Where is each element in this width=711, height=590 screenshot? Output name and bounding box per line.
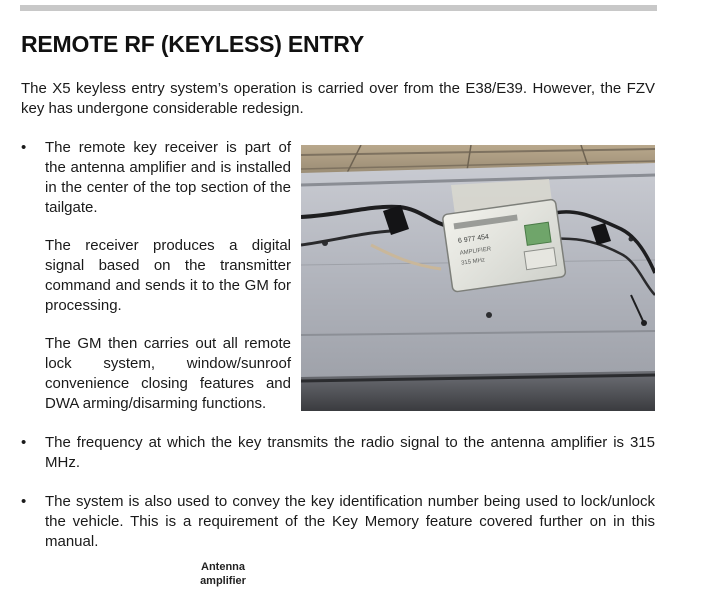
bullet-paragraph: The system is also used to convey the key identification number being used to lock/unlock the vehicle. This is a requirement of the Key Memory feature covered further on in this manual.: [45, 493, 655, 550]
bullet-text: [45, 138, 291, 414]
header-rule: [20, 5, 657, 11]
bullet-paragraph: The remote key receiver is part of the antenna amplifier and is installed in the center of the top section of the tailgate.: [45, 139, 291, 216]
bullet-marker: •: [21, 493, 27, 510]
bullet-paragraph: The frequency at which the key transmits the radio signal to the antenna amplifier is 315 MHz.: [45, 434, 655, 471]
module-part-number: 6 977 454: [457, 233, 490, 245]
module-label: AMPLIFIER: [459, 246, 492, 257]
bullet-paragraph: The receiver produces a digital signal based on the transmitter command and sends it to the GM for processing.: [45, 237, 291, 314]
page-title: REMOTE RF (KEYLESS) ENTRY: [21, 31, 364, 57]
bullet-marker: •: [21, 434, 27, 451]
bullet-text: [45, 433, 655, 473]
intro-paragraph: The X5 keyless entry system’s operation is carried over from the E38/E39. However, the FZV key has undergone considerable redesign.: [21, 80, 655, 117]
bullet-paragraph: The GM then carries out all remote lock system, window/sunroof convenience closing features and DWA arming/disarming functions.: [45, 335, 291, 412]
bullet-marker: •: [21, 139, 27, 156]
tailgate-photo: [301, 145, 655, 411]
figure-caption-line: amplifier: [200, 575, 246, 587]
antenna-amplifier-module: [442, 199, 566, 292]
module-frequency-label: 315 MHz: [460, 257, 486, 267]
bullet-text: [45, 492, 655, 552]
figure-caption-line: Antenna: [201, 561, 245, 573]
figure-caption: [183, 560, 263, 588]
